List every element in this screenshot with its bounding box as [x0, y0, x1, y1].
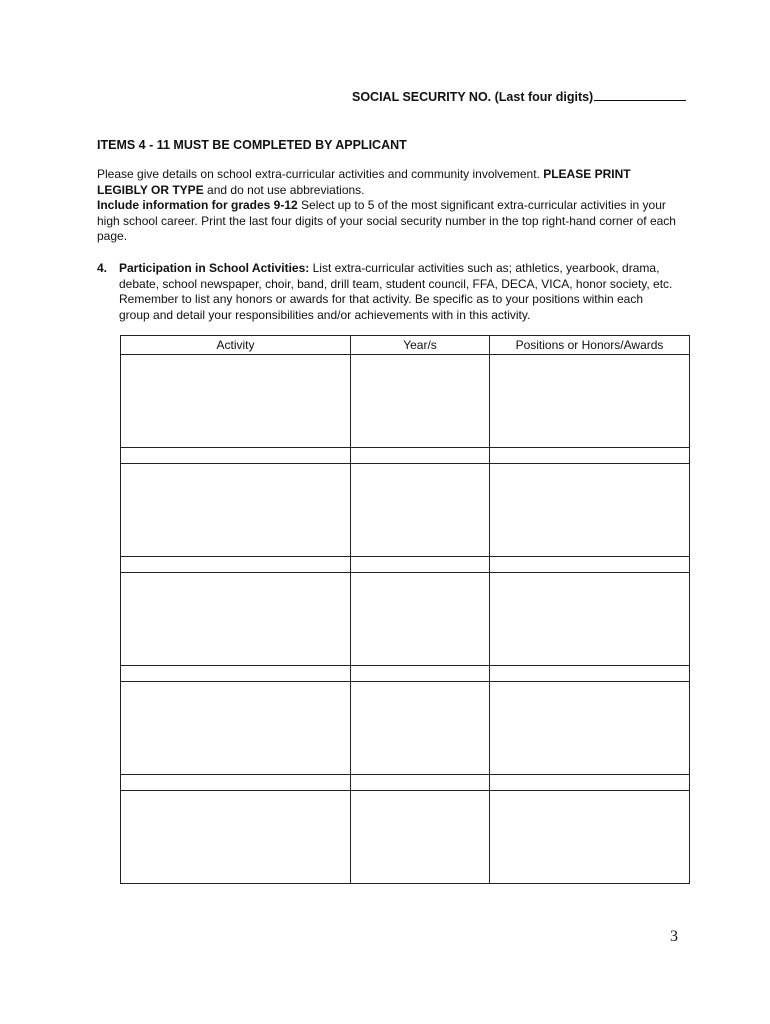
table-header-row: [121, 336, 690, 355]
intro-paragraph-2: [97, 198, 677, 245]
table-row: [121, 682, 690, 775]
years-cell[interactable]: [351, 573, 490, 666]
table-spacer-row: [121, 775, 690, 791]
positions-cell[interactable]: [490, 464, 690, 557]
activity-cell[interactable]: [121, 791, 351, 884]
ssn-blank[interactable]: [594, 90, 686, 101]
spacer-cell: [490, 448, 690, 464]
spacer-cell: [351, 557, 490, 573]
activity-cell[interactable]: [121, 682, 351, 775]
table-spacer-row: [121, 448, 690, 464]
intro-paragraph-1: [97, 167, 677, 198]
item-4-number: 4.: [97, 261, 108, 275]
spacer-cell: [121, 557, 351, 573]
intro-text-1-tail: and do not use abbreviations.: [207, 182, 365, 197]
activity-cell[interactable]: [121, 355, 351, 448]
spacer-cell: [351, 448, 490, 464]
spacer-cell: [121, 666, 351, 682]
positions-cell[interactable]: [490, 791, 690, 884]
column-header-years: Year/s: [351, 336, 490, 355]
column-header-positions: Positions or Honors/Awards: [490, 336, 690, 355]
item-4-section: [97, 261, 677, 323]
item-4-title: Participation in School Activities: [119, 261, 306, 275]
table-row: [121, 573, 690, 666]
table-spacer-row: [121, 557, 690, 573]
positions-cell[interactable]: [490, 573, 690, 666]
item-4-body: Participation in School Activities: List extra-curricular activities such as; athletics, yearbook, drama, debate, school newspaper, choir, band, drill team, student council, FFA, DECA, VICA, honor society, etc. Remember to list any honors or awards for that activity. Be specific as to your positions within each group and detail your responsibilities and/or achievements with in this activity.: [119, 261, 673, 322]
intro-text-2: Select up to 5 of the most significant extra-curricular activities in your high school career. Print the last four digits of your social security number in the top right-hand corner of each page.: [97, 198, 676, 243]
activities-table: [120, 335, 690, 884]
intro-instructions: [97, 167, 677, 245]
spacer-cell: [121, 775, 351, 791]
years-cell[interactable]: [351, 791, 490, 884]
items-heading: ITEMS 4 - 11 MUST BE COMPLETED BY APPLICANT: [97, 138, 407, 152]
positions-cell[interactable]: [490, 682, 690, 775]
table-row: [121, 791, 690, 884]
positions-cell[interactable]: [490, 355, 690, 448]
intro-bold-2: Include information for grades 9-12: [97, 198, 298, 212]
item-4-text: List extra-curricular activities such as; athletics, yearbook, drama, debate, school newspaper, choir, band, drill team, student council, FFA, DECA, VICA, honor society, etc. Remember to list any honors or awards for that activity. Be specific as to your positions within each group and detail your responsibilities and/or achievements with in this activity.: [119, 261, 673, 322]
ssn-label: SOCIAL SECURITY NO. (Last four digits): [352, 90, 594, 104]
spacer-cell: [121, 448, 351, 464]
spacer-cell: [351, 666, 490, 682]
spacer-cell: [490, 666, 690, 682]
spacer-cell: [351, 775, 490, 791]
spacer-cell: [490, 557, 690, 573]
spacer-cell: [490, 775, 690, 791]
intro-text-1: Please give details on school extra-curricular activities and community involvement.: [97, 167, 540, 181]
years-cell[interactable]: [351, 464, 490, 557]
column-header-activity: Activity: [121, 336, 351, 355]
years-cell[interactable]: [351, 355, 490, 448]
table-spacer-row: [121, 666, 690, 682]
ssn-field: [352, 90, 686, 104]
years-cell[interactable]: [351, 682, 490, 775]
page-number: 3: [670, 928, 678, 945]
activity-cell[interactable]: [121, 464, 351, 557]
table-row: [121, 355, 690, 448]
activity-cell[interactable]: [121, 573, 351, 666]
intro-bold-1: PLEASE PRINT LEGIBLY OR TYPE: [97, 167, 631, 197]
table-row: [121, 464, 690, 557]
